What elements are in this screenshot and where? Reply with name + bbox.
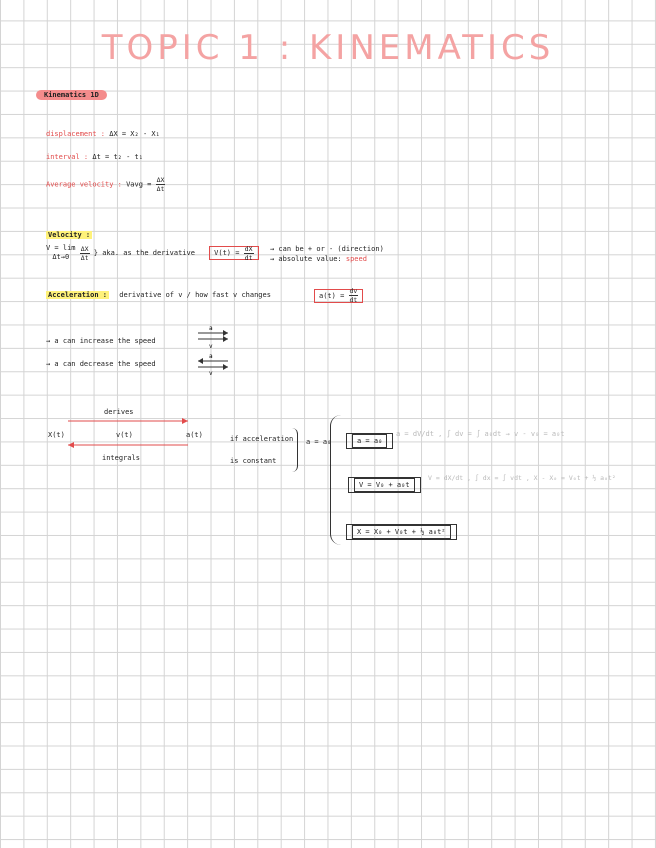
acceleration-box-frame [314,289,363,303]
acceleration-row [46,291,271,299]
derivation-position: V = dX/dt , ∫ dx = ∫ vdt , X - X₀ = V₀t + ½ a₀t² [428,474,616,482]
constant-condition [230,428,298,472]
displacement-label: displacement : [46,130,106,138]
avg-velocity-num: ΔX [156,176,165,184]
equation-velocity-text: V = V₀ + a₀t [354,478,415,492]
acceleration-desc: derivative of v / how fast v changes [119,291,271,299]
integrate-arrow-head [68,442,74,448]
condition-line1: if acceleration [230,435,294,443]
arrow-a-same-head [223,330,228,336]
acceleration-box-den: dt [349,296,358,304]
velocity-heading [46,222,92,241]
a-of-t: a(t) [186,431,203,439]
speed-rule-decrease: → a can decrease the speed [46,360,156,368]
velocity-frac-num: ΔX [80,244,89,253]
displacement-row [46,130,160,138]
arrow-v-opposite-head [223,364,228,370]
avg-velocity-den: Δt [156,185,165,193]
equation-velocity [348,472,421,491]
interval-label: interval : [46,153,89,161]
velocity-lim-sub: Δt→0 [52,253,70,261]
condition-line2: is constant [230,457,277,465]
velocity-line2-prefix: → absolute value: [270,255,342,263]
derivation-velocity: a = dV/dt , ∫ dv = ∫ a₀dt → v - v₀ = a₀t [396,430,565,438]
velocity-lhs: V = lim [46,244,76,252]
velocity-frac-den: Δt [80,253,89,262]
avg-velocity-lhs: Vavg = [126,180,152,189]
x-of-t: X(t) [48,431,65,439]
velocity-fraction [80,245,90,262]
velocity-line2 [270,254,384,264]
acceleration-box [314,287,363,304]
velocity-box-num: dX [244,244,253,253]
vec-a-label-2: a [209,353,213,360]
page-title: TOPIC 1 : KINEMATICS [101,28,555,68]
equation-position-text: X = X₀ + V₀t + ½ a₀t² [352,525,451,539]
arrow-a-opposite-head [198,358,203,364]
condition-result: a = a₀ [306,438,332,446]
velocity-limit [46,244,76,262]
interval-row [46,153,143,161]
acceleration-box-lhs: a(t) = [319,291,345,300]
acceleration-box-num: dv [349,287,358,295]
velocity-line2-speed: speed [345,255,367,263]
derives-label: derives [104,408,134,416]
equation-acceleration [346,428,393,447]
displacement-expr: ΔX = X₂ - X₁ [109,130,160,138]
velocity-heading-label: Velocity : [48,231,91,239]
equation-acceleration-text: a = a₀ [352,434,387,448]
velocity-notes [270,244,384,264]
speed-rule-increase: → a can increase the speed [46,337,156,345]
vec-v-label-1: v [209,343,213,350]
vector-arrows-diagram [196,325,232,375]
derive-arrow-head [182,418,188,424]
equations-brace [330,415,341,545]
vec-a-label-1: a [209,325,213,332]
section-tag [36,82,107,101]
avg-velocity-label: Average velocity : [46,180,122,189]
integrals-label: integrals [102,454,140,462]
acceleration-box-fraction [349,287,359,304]
equation-velocity-box [348,477,421,493]
arrow-v-same-head [223,336,228,342]
velocity-box [209,246,258,260]
v-of-t: v(t) [116,431,133,439]
velocity-note: } aka. as the derivative [93,249,195,257]
avg-velocity-row [46,176,165,193]
section-tag-label: Kinematics 1D [36,90,107,100]
velocity-box-fraction [244,245,254,262]
velocity-box-den: dt [244,253,253,262]
acceleration-heading: Acceleration : [48,291,108,299]
equation-position-box [346,524,457,540]
velocity-row [46,244,259,262]
equation-position [346,519,457,538]
equation-acceleration-box [346,433,393,449]
vec-v-label-2: v [209,370,213,375]
avg-velocity-fraction [156,176,166,193]
interval-expr: Δt = t₂ - t₁ [92,153,143,161]
velocity-box-lhs: V(t) = [214,249,240,257]
velocity-line1: → can be + or - (direction) [270,245,384,253]
